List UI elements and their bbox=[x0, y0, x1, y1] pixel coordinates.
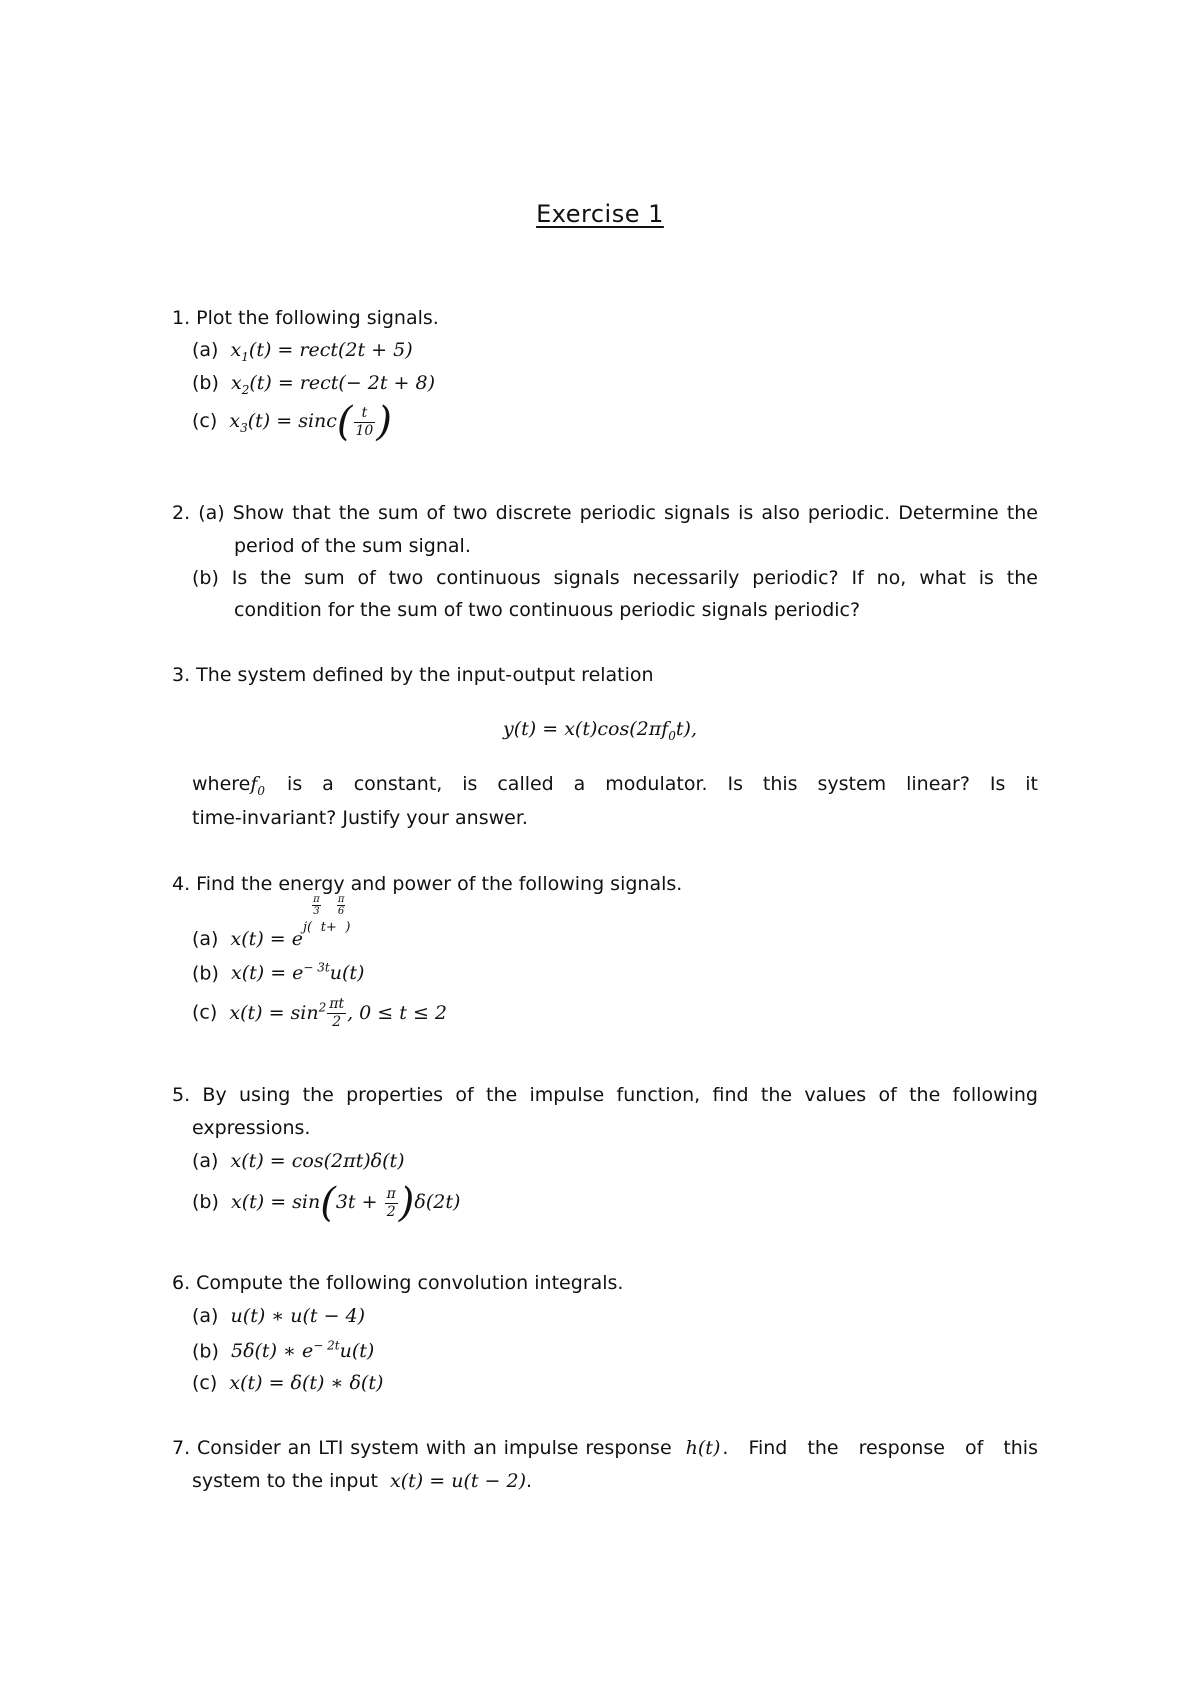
q2-a-line2: period of the sum signal. bbox=[234, 535, 471, 557]
q6-b bbox=[192, 1339, 374, 1362]
q5-b bbox=[192, 1180, 461, 1226]
q1-c-label: (c) bbox=[192, 410, 218, 432]
q7-line1-suffix: . Find the response of this bbox=[722, 1437, 1038, 1459]
q1-b-equation: $x_2(t)$ = rect(− 2t + 8) bbox=[224, 372, 436, 397]
q4-a-equation: $x(t) = e^{j( \frac{\pi}{3}t+ \frac{\pi}{6})}$ bbox=[224, 894, 351, 950]
q7-line1-prefix: 7. Consider an LTI system with an impulse response bbox=[172, 1437, 672, 1459]
q7-line2-suffix: . bbox=[526, 1470, 533, 1492]
q6-a bbox=[192, 1305, 365, 1327]
q3-line2: time-invariant? Justify your answer. bbox=[192, 807, 528, 829]
q4-c-equation: $x(t) = \sin^2$ $\frac{\pi t}{2}$ , 0 ≤ t ≤ 2 bbox=[223, 996, 447, 1030]
q6-b-equation: 5δ(t) ∗ $e^{- 2t}u(t)$ bbox=[230, 1339, 375, 1363]
q5-line2: expressions. bbox=[192, 1117, 311, 1139]
q5-b-equation: x(t) = sin(3t + $\frac{\pi}{2}$ )δ(2t) bbox=[224, 1180, 461, 1226]
q3-f0-symbol: $f_0$ bbox=[250, 773, 266, 798]
q1-c-equation: $x_3(t) = \sin c$( $\frac{t}{10}$ ) bbox=[223, 399, 392, 445]
q5-line1: 5. By using the properties of the impulse function, find the values of the following bbox=[172, 1084, 1038, 1106]
q3-stem: 3. The system defined by the input-output relation bbox=[172, 664, 654, 686]
q6-c bbox=[192, 1372, 383, 1394]
q7-h-symbol: h(t) bbox=[685, 1437, 721, 1459]
q7-line1 bbox=[172, 1437, 1038, 1459]
q2-b-line1: (b) Is the sum of two continuous signals necessarily periodic? If no, what is the bbox=[192, 567, 1038, 589]
q4-b-equation: $x(t) = e^{- 3t}u(t)$ bbox=[224, 961, 365, 985]
q4-b-label: (b) bbox=[192, 962, 219, 985]
q4-a-label: (a) bbox=[192, 928, 219, 950]
q2-a-line1: 2. (a) Show that the sum of two discrete periodic signals is also periodic. Determine the bbox=[172, 502, 1038, 524]
q7-input-equation: x(t) = u(t − 2) bbox=[383, 1470, 527, 1492]
q2-b-line2: condition for the sum of two continuous periodic signals periodic? bbox=[234, 599, 861, 621]
q4-c bbox=[192, 996, 447, 1031]
q5-a-label: (a) bbox=[192, 1150, 219, 1172]
q3-where-line bbox=[192, 773, 1038, 798]
q3-where-suffix: is a constant, is called a modulator. Is this system linear? Is it bbox=[287, 773, 1038, 795]
q4-b bbox=[192, 961, 364, 984]
q6-b-label: (b) bbox=[192, 1340, 219, 1363]
q4-a bbox=[192, 894, 351, 951]
q7-line2 bbox=[192, 1470, 532, 1492]
q5-a bbox=[192, 1150, 405, 1172]
q6-c-label: (c) bbox=[192, 1372, 218, 1394]
q5-b-label: (b) bbox=[192, 1191, 219, 1213]
q7-line2-prefix: system to the input bbox=[192, 1470, 378, 1492]
q1-b bbox=[192, 372, 435, 397]
q6-stem: 6. Compute the following convolution integrals. bbox=[172, 1272, 624, 1294]
page-title: Exercise 1 bbox=[536, 200, 664, 228]
q1-a bbox=[192, 339, 413, 364]
q1-b-label: (b) bbox=[192, 372, 219, 394]
q4-c-label: (c) bbox=[192, 1001, 218, 1024]
q1-stem: 1. Plot the following signals. bbox=[172, 307, 439, 329]
q1-a-label: (a) bbox=[192, 339, 219, 361]
q3-equation: $y(t) = x(t)\cos(2\pi f_0t)$, bbox=[503, 718, 697, 743]
q1-a-equation: $x_1(t)$ = rect(2t + 5) bbox=[224, 339, 413, 364]
q1-c bbox=[192, 399, 392, 445]
q6-a-equation: u(t) ∗ u(t − 4) bbox=[224, 1305, 366, 1327]
q4-stem: 4. Find the energy and power of the following signals. bbox=[172, 873, 683, 895]
q6-c-equation: x(t) = δ(t) ∗ δ(t) bbox=[223, 1372, 384, 1394]
q3-where-prefix: where bbox=[192, 773, 251, 795]
q6-a-label: (a) bbox=[192, 1305, 219, 1327]
q5-a-equation: x(t) = cos(2πt)δ(t) bbox=[224, 1150, 405, 1172]
